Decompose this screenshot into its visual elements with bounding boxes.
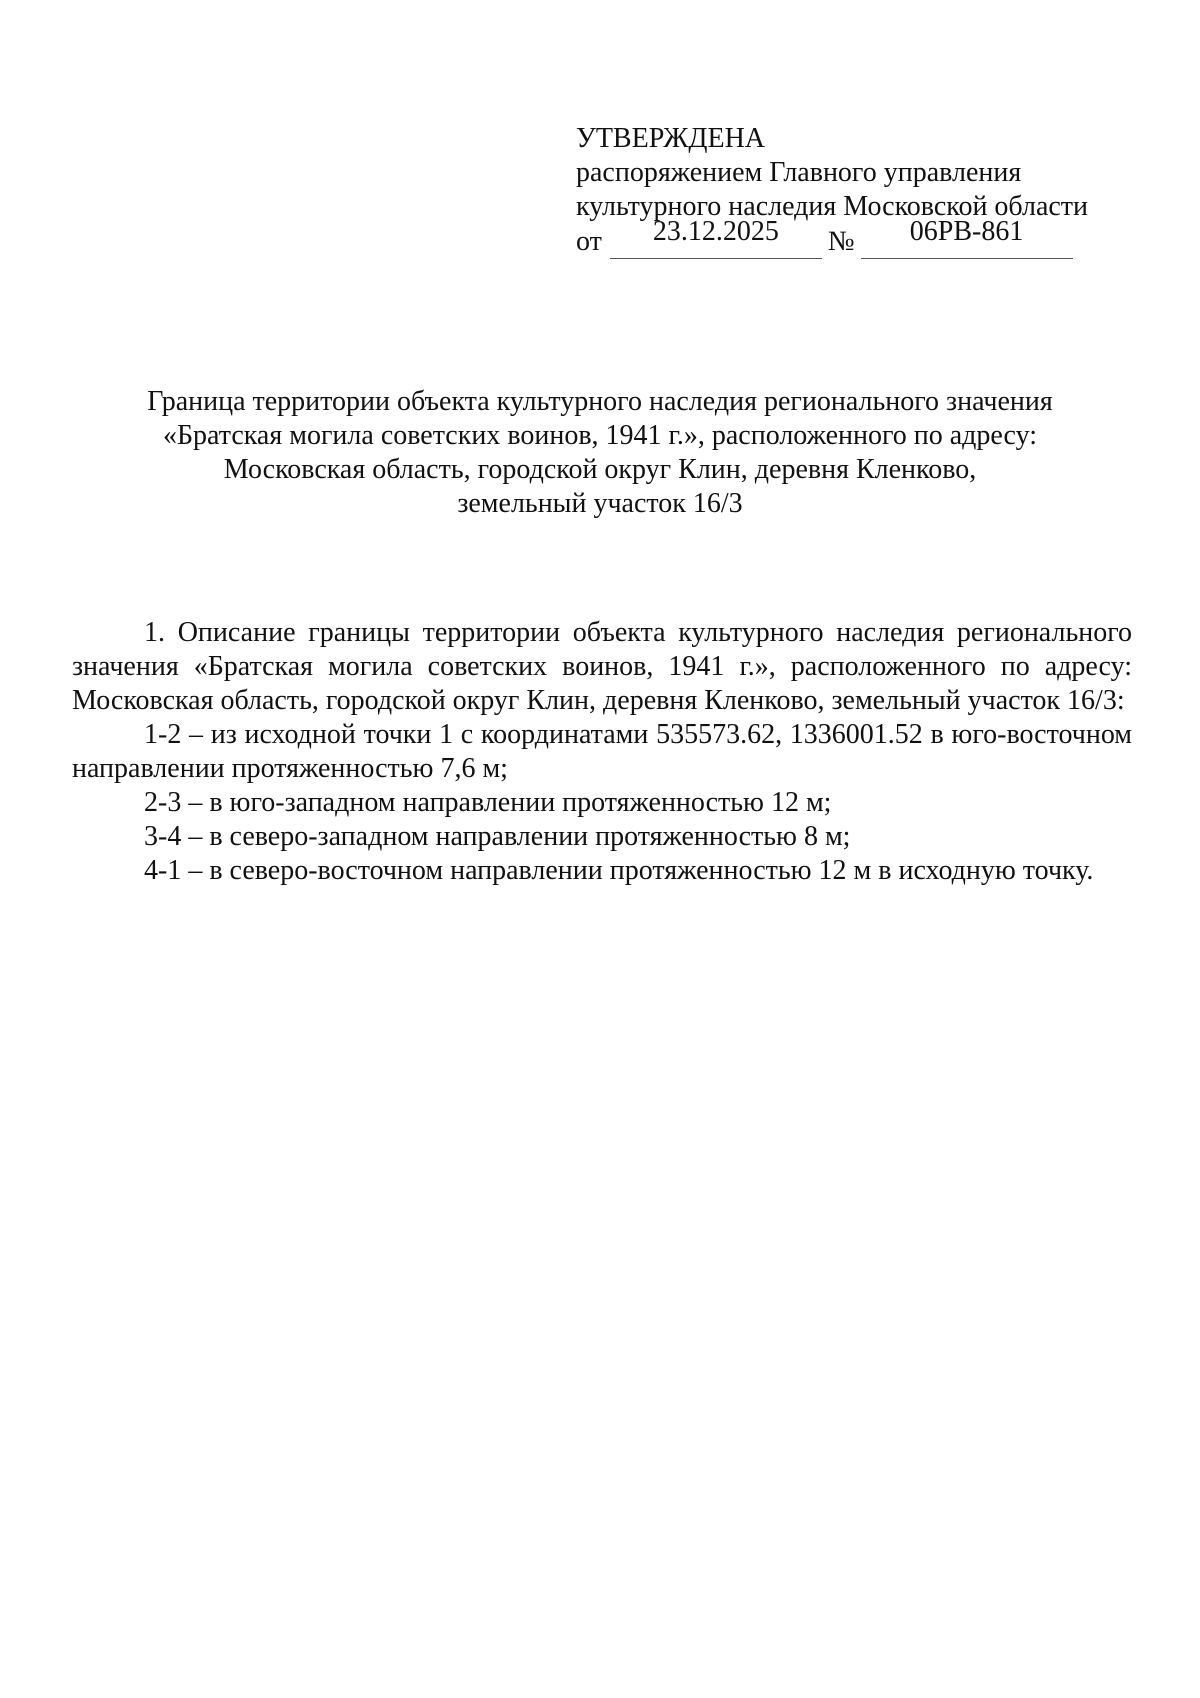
date-field <box>610 216 822 259</box>
approval-heading: УТВЕРЖДЕНА <box>576 123 766 154</box>
approval-date-line <box>576 216 1136 259</box>
approval-date: 23.12.2025 <box>652 216 779 247</box>
number-sign: № <box>827 226 855 257</box>
approval-line-2: культурного наследия Московской области <box>576 191 1089 222</box>
paragraph-segment-2-3: 2-3 – в юго-западном направлении протяженностью 12 м; <box>144 787 832 818</box>
approval-number: 06РВ-861 <box>909 216 1024 247</box>
paragraph-segment-4-1: 4-1 – в северо-восточном направлении протяженностью 12 м в исходную точку. <box>144 855 1094 886</box>
approval-stamp <box>576 122 1136 259</box>
title-line-1: Граница территории объекта культурного наследия регионального значения <box>147 386 1053 417</box>
document-body <box>72 616 1132 888</box>
title-line-4: земельный участок 16/3 <box>457 488 743 519</box>
from-label: от <box>576 226 602 257</box>
title-line-2: «Братская могила советских воинов, 1941 г.», расположенного по адресу: <box>162 420 1038 451</box>
title-line-3: Московская область, городской округ Клин, деревня Кленково, <box>223 454 977 485</box>
paragraph-segment-3-4: 3-4 – в северо-западном направлении протяженностью 8 м; <box>144 821 851 852</box>
paragraph-description: 1. Описание границы территории объекта культурного наследия регионального значения «Братская могила советских воинов, 1941 г.», расположенного по адресу: Московская область, городской округ Клин, деревня Кленково, земельный участок 16/3: <box>72 617 1132 716</box>
number-field <box>861 216 1073 259</box>
document-title <box>100 385 1100 521</box>
paragraph-segment-1-2: 1-2 – из исходной точки 1 с координатами 535573.62, 1336001.52 в юго-восточном направлении протяженностью 7,6 м; <box>72 719 1132 784</box>
approval-line-1: распоряжением Главного управления <box>576 157 1022 188</box>
